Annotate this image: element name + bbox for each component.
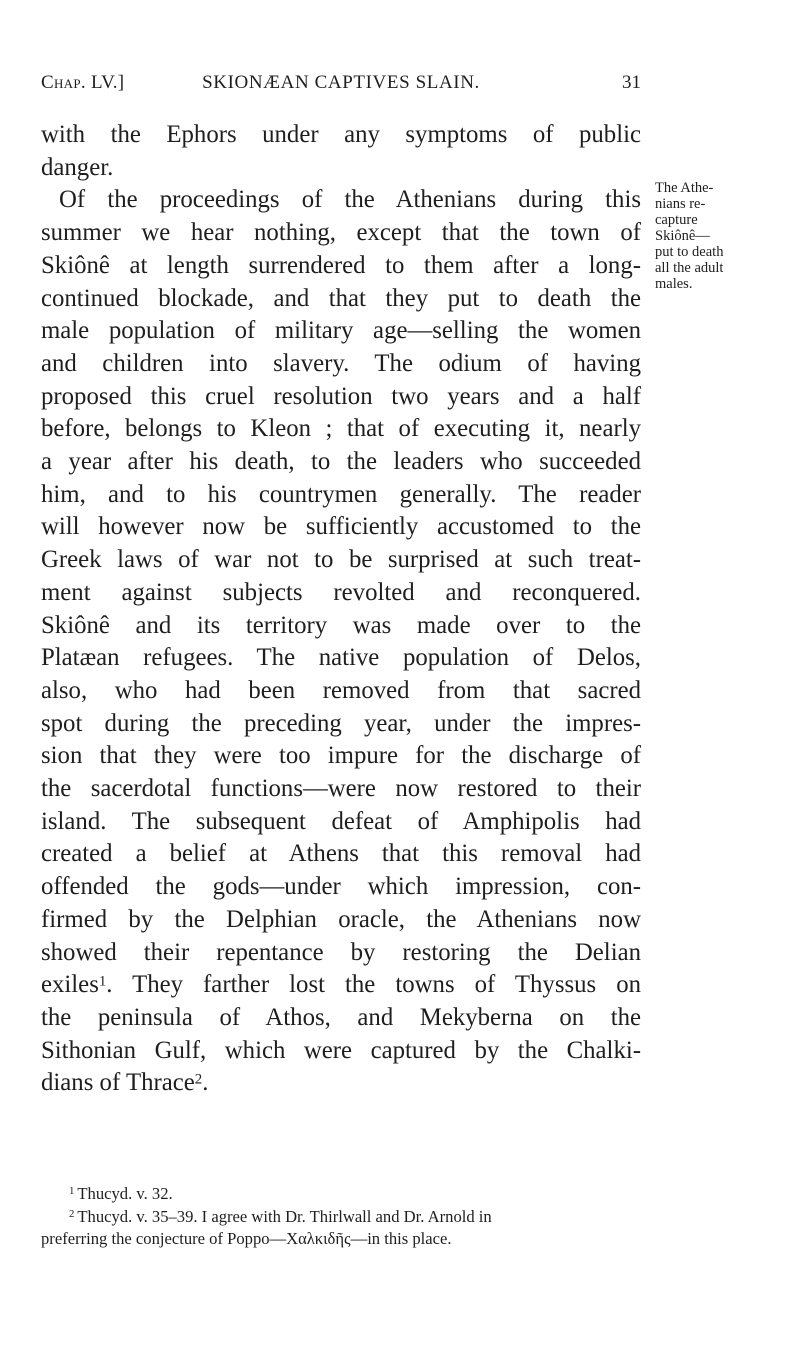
margin-note-line: The Athe- [655, 180, 714, 196]
margin-note-line: nians re- [655, 196, 706, 212]
text-run: dians of Thrace [41, 1069, 195, 1097]
footnote [41, 1183, 641, 1206]
text-line: before, belongs to Kleon ; that of executing it, nearly [41, 415, 641, 443]
footnote-text: preferring the conjecture of Poppo—Χαλκιδῆς—in this place. [41, 1229, 452, 1248]
text-line [41, 969, 641, 1002]
text-line: firmed by the Delphian oracle, the Athenians now [41, 905, 641, 933]
page-number: 31 [622, 72, 641, 93]
footnote-text: Thucyd. v. 35–39. I agree with Dr. Thirlwall and Dr. Arnold in [77, 1206, 492, 1226]
margin-note-line: capture [655, 212, 698, 228]
footnote-marker: 2 [69, 1207, 75, 1220]
text-line: island. The subsequent defeat of Amphipolis had [41, 807, 641, 835]
page-title: SKIONÆAN CAPTIVES SLAIN. [202, 72, 480, 93]
text-line: the peninsula of Athos, and Mekyberna on the [41, 1003, 641, 1031]
text-run: . They farther lost the towns of Thyssus on [106, 971, 641, 999]
text-line: Of the proceedings of the Athenians during this [59, 186, 641, 214]
footnote-marker: 1 [69, 1185, 75, 1198]
text-line: summer we hear nothing, except that the town of [41, 219, 641, 247]
text-line: Greek laws of war not to be surprised at such treat- [41, 546, 641, 574]
text-line: a year after his death, to the leaders who succeeded [41, 448, 641, 476]
footnote [41, 1206, 641, 1229]
footnote-continuation [41, 1228, 641, 1251]
margin-note-line: males. [655, 276, 693, 292]
footnote-ref: 1 [98, 973, 107, 990]
text-line: Skiônê at length surrendered to them after a long- [41, 251, 641, 279]
text-line: with the Ephors under any symptoms of public [41, 121, 641, 148]
text-line: continued blockade, and that they put to death the [41, 284, 641, 312]
margin-note-line: Skiônê— [655, 228, 710, 244]
text-line: the sacerdotal functions—were now restored to their [41, 775, 641, 803]
text-run: exiles [41, 971, 99, 999]
chapter-label: Chap. LV.] [41, 72, 125, 93]
text-line: danger. [41, 153, 114, 181]
text-line: created a belief at Athens that this removal had [41, 840, 641, 868]
body-text [41, 119, 641, 1100]
text-line: ment against subjects revolted and reconquered. [41, 578, 641, 606]
margin-note-line: all the adult [655, 260, 724, 276]
text-line: proposed this cruel resolution two years and a half [41, 382, 641, 410]
running-head [41, 72, 641, 106]
footnotes [41, 1183, 641, 1251]
text-line: Sithonian Gulf, which were captured by the Chalki- [41, 1036, 641, 1064]
text-line: showed their repentance by restoring the Delian [41, 938, 641, 966]
text-line: spot during the preceding year, under the impres- [41, 709, 641, 737]
text-line: and children into slavery. The odium of having [41, 349, 641, 377]
margin-note [655, 180, 765, 292]
footnote-text: Thucyd. v. 32. [77, 1184, 173, 1203]
text-line [41, 1067, 641, 1100]
text-line: male population of military age—selling the women [41, 317, 641, 345]
text-line: him, and to his countrymen generally. The reader [41, 480, 641, 508]
text-line: also, who had been removed from that sacred [41, 676, 641, 704]
text-line: sion that they were too impure for the discharge of [41, 742, 641, 770]
text-run: . [202, 1069, 209, 1097]
text-line: Skiônê and its territory was made over to the [41, 611, 641, 639]
margin-note-line: put to death [655, 244, 724, 260]
text-line: offended the gods—under which impression, con- [41, 873, 641, 901]
text-line: Platæan refugees. The native population of Delos, [41, 644, 641, 672]
text-line: will however now be sufficiently accustomed to the [41, 513, 641, 541]
footnote-ref: 2 [194, 1071, 203, 1088]
